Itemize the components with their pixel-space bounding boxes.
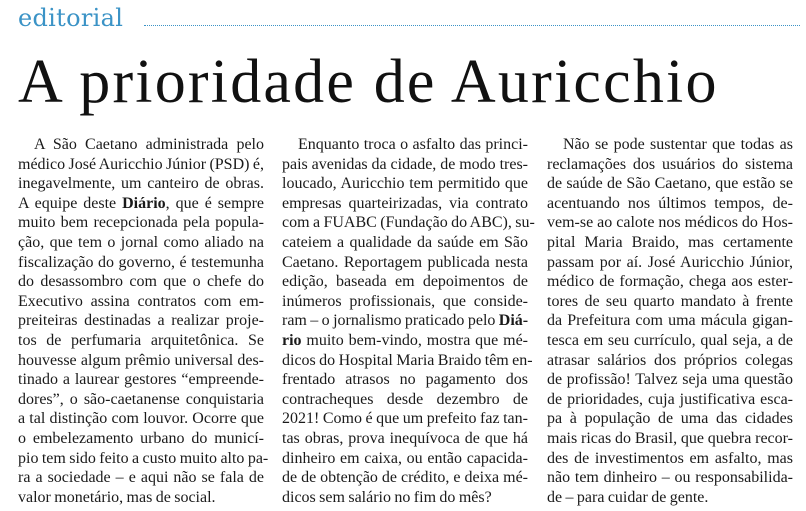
text-run: inúmeros profissionais, que conside- [282, 292, 528, 310]
text-line [547, 253, 793, 273]
text-run: reclamações dos usuários do sistema [547, 155, 793, 173]
text-run: não tem dinheiro – ou responsabilida- [547, 469, 793, 487]
text-line [18, 488, 264, 508]
newspaper-name-bold: Diário [122, 194, 166, 212]
text-line [18, 351, 264, 371]
text-run: dicos sem salário no fim do mês? [282, 488, 492, 506]
text-line [547, 135, 793, 155]
text-line [547, 409, 793, 429]
text-run: passam por aí. José Auricchio Júnior, [547, 253, 793, 271]
section-label: editorial [18, 4, 124, 32]
text-run: frentado atrasos no pagamento dos [282, 371, 528, 389]
text-line [282, 194, 528, 214]
text-run: houvesse algum prêmio universal des- [18, 351, 264, 369]
text-run: tas obras, prova inequívoca de que há [282, 429, 528, 447]
text-line [282, 468, 528, 488]
text-run: muito bem recepcionada pela popula- [18, 214, 264, 232]
article-column-2 [282, 135, 535, 507]
text-line [18, 135, 264, 155]
article-column-3 [547, 135, 793, 507]
text-line [282, 370, 528, 390]
section-divider [144, 25, 800, 26]
article-paragraph [18, 135, 269, 507]
text-run: preiteiras destinadas a realizar proje- [18, 312, 264, 330]
text-run: A equipe deste [18, 194, 123, 212]
text-line [547, 213, 793, 233]
text-line [547, 272, 793, 292]
text-run: vem-se ao calote nos médicos do Hos- [547, 214, 793, 232]
text-line [18, 390, 264, 410]
headline: A prioridade de Auricchio [18, 48, 719, 116]
text-run: pais avenidas da cidade, de modo tres- [282, 155, 528, 173]
text-run: inegavelmente, um canteiro de obras. [18, 175, 264, 193]
text-line [282, 409, 528, 429]
text-line [18, 468, 264, 488]
newspaper-name-bold: Diá- [498, 312, 529, 330]
text-line [282, 449, 528, 469]
text-run: , que é sempre [165, 194, 264, 212]
text-run: a tal distinção com louvor. Ocorre que [18, 410, 264, 428]
text-run: dicos do Hospital Maria Braido têm en- [282, 351, 533, 369]
text-run: de de obtenção de crédito, e deixa mé- [282, 469, 528, 487]
text-line [282, 135, 528, 155]
text-line [282, 272, 528, 292]
text-line [282, 233, 528, 253]
text-line [18, 311, 264, 331]
text-run: valor monetário, mas de social. [18, 488, 216, 506]
text-line [18, 409, 264, 429]
text-line [18, 429, 264, 449]
article-paragraph [282, 135, 535, 507]
text-run: fiscalização do governo, é testemunha [18, 253, 264, 271]
text-run: Não se pode sustentar que todas as [563, 136, 793, 153]
text-line [547, 311, 793, 331]
text-line [18, 233, 264, 253]
newspaper-name-bold: rio [282, 331, 302, 349]
text-line [282, 253, 528, 273]
text-line [547, 174, 793, 194]
text-line [547, 351, 793, 371]
text-line [18, 213, 264, 233]
text-run: médico de formação, chega aos ester- [547, 273, 793, 291]
text-run: ção, que tem o jornal como aliado na [18, 233, 264, 251]
text-line [18, 155, 264, 175]
text-run: des de investimentos em asfalto, mas [547, 449, 793, 467]
text-run: mais ricas do Brasil, que quebra recor- [547, 429, 793, 447]
text-run: 2021! Como é que um prefeito faz tan- [282, 410, 528, 428]
text-run: loucado, Auricchio tem permitido que [282, 175, 528, 193]
text-run: Enquanto troca o asfalto das princi- [298, 136, 528, 153]
text-run: tores de seu quarto mandato à frente [547, 292, 793, 310]
text-line [547, 155, 793, 175]
text-run: de profissão! Talvez seja uma questão [547, 371, 793, 389]
text-run: tinado a laurear gestores “empreende- [18, 371, 264, 389]
text-line [547, 233, 793, 253]
text-line [18, 370, 264, 390]
text-run: pio tem sido feito a custo muito alto pa- [18, 449, 269, 467]
text-line [282, 351, 533, 371]
article-column-1 [18, 135, 269, 507]
text-line [18, 174, 264, 194]
article-paragraph [547, 135, 793, 507]
text-line [547, 488, 793, 508]
text-line [547, 449, 793, 469]
text-run: tos de perfumaria arquitetônica. Se [18, 331, 264, 349]
text-line [547, 292, 793, 312]
text-run: atrasar salários dos próprios colegas [547, 351, 793, 369]
text-line [18, 331, 264, 351]
text-run: tesca em seu currículo, qual seja, a de [547, 331, 793, 349]
text-run: muito bem-vindo, mostra que mé- [301, 331, 528, 349]
text-run: com a FUABC (Fundação do ABC), su- [282, 214, 535, 232]
text-run: do desassombro com que o chefe do [18, 273, 264, 291]
text-run: dores”, o são-caetanense conquistaria [18, 390, 264, 408]
text-run: contracheques desde dezembro de [282, 390, 528, 408]
text-line [282, 292, 528, 312]
text-run: cateiem a qualidade da saúde em São [282, 233, 528, 251]
text-line [282, 311, 528, 331]
text-line [282, 174, 528, 194]
text-line [547, 194, 793, 214]
text-run: pital Maria Braido, mas certamente [547, 233, 793, 251]
text-line [282, 390, 528, 410]
text-line [547, 390, 793, 410]
text-line [18, 253, 264, 273]
text-run: ra a sociedade – e aqui não se fala de [18, 469, 264, 487]
text-line [282, 331, 528, 351]
text-run: edição, baseada em depoimentos de [282, 273, 528, 291]
text-line [547, 331, 793, 351]
text-run: Executivo assina contratos com em- [18, 292, 264, 310]
text-run: o embelezamento urbano do municí- [18, 429, 264, 447]
text-line [547, 429, 793, 449]
text-line [547, 468, 793, 488]
text-run: A São Caetano administrada pelo [34, 136, 264, 153]
text-run: de saúde de São Caetano, que estão se [547, 175, 793, 193]
text-run: empresas quarteirizadas, via contrato [282, 194, 528, 212]
text-line [282, 155, 528, 175]
text-run: médico José Auricchio Júnior (PSD) é, [18, 155, 264, 173]
text-run: pa à população de uma das cidades [547, 410, 793, 428]
text-line [547, 370, 793, 390]
text-line [18, 272, 264, 292]
text-run: de prioridades, cuja justificativa esca- [547, 390, 793, 408]
text-line [18, 449, 269, 469]
text-run: de – para cuidar de gente. [547, 488, 709, 506]
text-line [18, 292, 264, 312]
text-line [282, 488, 528, 508]
text-line [282, 213, 535, 233]
text-run: dinheiro em caixa, ou então capacida- [282, 449, 528, 467]
text-run: da Prefeitura com uma mácula gigan- [547, 312, 793, 330]
text-run: ram – o jornalismo praticado pelo [282, 312, 499, 330]
text-line [282, 429, 528, 449]
text-line [18, 194, 264, 214]
text-run: Caetano. Reportagem publicada nesta [282, 253, 528, 271]
text-run: acentuando nos últimos tempos, de- [547, 194, 793, 212]
